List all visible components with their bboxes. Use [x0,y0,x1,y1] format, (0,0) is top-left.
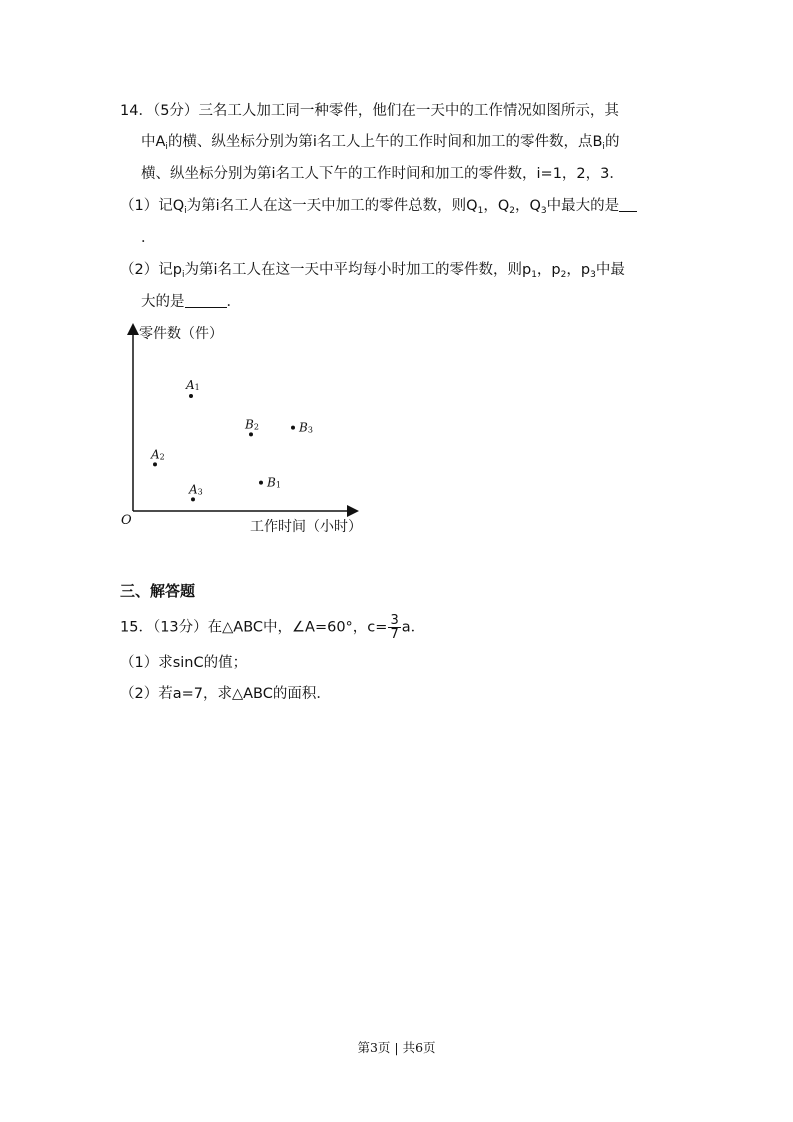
q14-part2-period: ． [226,294,241,310]
q14-stem-text-2a: 中A [141,134,166,150]
section-heading: 三、解答题 [120,582,196,600]
point-a1 [189,394,193,398]
q14-part1-text-d: ，Q [515,198,541,214]
point-label-b3: B3 [299,420,313,435]
fraction-denominator: 7 [390,627,399,642]
q14-part2-text-b: 为第i名工人在这一天中平均每小时加工的零件数，则p [184,262,532,278]
q15-stem [120,614,425,641]
point-b2 [249,432,253,436]
q14-part1-end [141,228,156,248]
point-b1 [259,481,263,485]
data-points [150,378,313,501]
subscript: 3 [590,270,596,280]
q15-part1: （1）求sinC的值； [120,655,248,671]
q14-part2-text-a: （2）记p [120,262,182,278]
q14-stem-line1 [120,101,619,121]
q14-stem-line2 [141,132,619,152]
q15-part2: （2）若a=7，求△ABC的面积． [120,686,331,702]
subscript: 2 [560,270,567,280]
point-a3 [191,497,195,501]
fraction-numerator: 3 [390,613,399,628]
subscript: 1 [477,206,484,216]
point-label-a3: A3 [189,482,203,497]
answer-blank-2 [185,293,227,308]
q14-part2-text-d: ，p [566,262,591,278]
q14-part1-text-b: 为第i名工人在这一天中加工的零件总数，则Q [186,198,478,214]
q14-score: （5分） [152,103,199,119]
q15-number: 15． [120,619,153,636]
q14-part1-text-a: （1）记Q [120,198,185,214]
subscript: i [181,270,185,280]
q14-stem-text-3: 横、纵坐标分别为第i名工人下午的工作时间和加工的零件数，i=1，2，3． [141,166,624,182]
scatter-chart [0,318,793,548]
q14-part2 [120,260,625,280]
q14-number: 14． [120,103,153,119]
subscript: 2 [509,206,515,216]
q14-part2-text-c: ，p [536,262,561,278]
point-label-b1: B1 [267,475,281,490]
origin-label: O [121,513,132,528]
subscript: i [602,142,605,152]
q15-score: （13分） [152,619,208,636]
fraction [388,614,400,641]
subscript: 1 [531,270,537,280]
q15-stem-text-b: a． [401,619,426,636]
subscript: i [184,206,187,216]
q14-stem-text-2b: 的横、纵坐标分别为第i名工人上午的工作时间和加工的零件数，点B [167,134,603,150]
x-axis-label: 工作时间（小时） [250,519,362,535]
point-label-a1: A1 [186,378,200,392]
subscript: 3 [540,206,547,216]
q14-stem-text-2c: 的 [604,134,620,150]
point-label-a2: A2 [151,447,165,462]
q14-part1-period: ． [141,230,156,246]
q14-part2-text-e: 中最 [595,262,625,278]
q14-part1-text-e: 中最大的是 [546,198,620,214]
subscript: i [165,142,168,152]
q15-stem-text-a: 在△ABC中，∠A=60°，c= [207,619,388,636]
answer-blank-1 [619,197,637,212]
point-b3 [291,426,295,430]
q14-part2-text-f: 大的是 [141,294,185,310]
page-footer: 第3页 | 共6页 [357,1040,436,1055]
q14-part2-cont [141,292,241,312]
y-axis-label: 零件数（件） [139,326,223,342]
point-label-b2: B2 [245,417,259,432]
q14-stem-line3 [141,164,624,184]
point-a2 [153,462,157,466]
q14-part1-text-c: ，Q [483,198,510,214]
q14-stem-text-1: 三名工人加工同一种零件，他们在一天中的工作情况如图所示，其 [198,103,619,119]
q14-part1 [120,196,637,216]
